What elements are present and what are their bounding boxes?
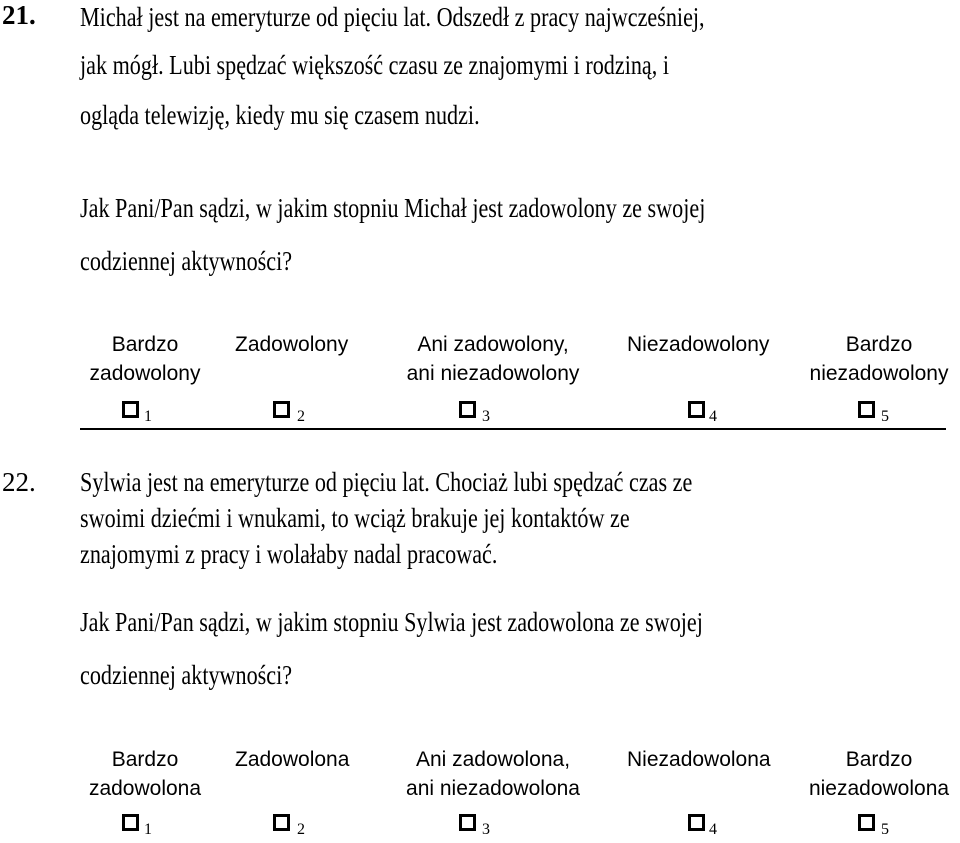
q22-checkbox-2-value: 2	[297, 821, 305, 838]
q21-checkbox-3[interactable]	[459, 401, 476, 418]
q22-checkbox-5-value: 5	[881, 821, 889, 838]
q21-checkbox-1-value: 1	[144, 408, 152, 425]
q21-checkbox-5-value: 5	[881, 408, 889, 425]
q21-option-1-label: Bardzo zadowolony	[89, 333, 201, 385]
question-21-story-line-3: ogląda telewizję, kiedy mu się czasem nudzi.	[80, 100, 480, 130]
q21-checkbox-5[interactable]	[858, 401, 875, 418]
q22-checkbox-3-value: 3	[482, 821, 490, 838]
question-22-prompt-line-1: Jak Pani/Pan sądzi, w jakim stopniu Sylwia jest zadowolona ze swojej	[80, 607, 703, 637]
q22-checkbox-1[interactable]	[122, 814, 139, 831]
q21-checkbox-3-value: 3	[482, 408, 490, 425]
question-21-prompt-line-1: Jak Pani/Pan sądzi, w jakim stopniu Michał jest zadowolony ze swojej	[80, 193, 706, 223]
q22-option-2-label: Zadowolona	[235, 748, 350, 771]
q22-checkbox-2[interactable]	[273, 814, 290, 831]
q21-option-5-label: Bardzo niezadowolony	[809, 333, 949, 385]
q22-checkbox-1-value: 1	[144, 821, 152, 838]
q22-checkbox-5[interactable]	[858, 814, 875, 831]
q21-option-3-label: Ani zadowolony, ani niezadowolony	[406, 333, 580, 385]
q22-option-3-label: Ani zadowolona, ani niezadowolona	[406, 748, 580, 800]
question-21-story-line-2: jak mógł. Lubi spędzać większość czasu ze znajomymi i rodziną, i	[80, 50, 669, 80]
q22-checkbox-3[interactable]	[459, 814, 476, 831]
q21-checkbox-4[interactable]	[688, 401, 705, 418]
q21-checkbox-2[interactable]	[273, 401, 290, 418]
q21-checkbox-1[interactable]	[122, 401, 139, 418]
question-22-number: 22.	[2, 467, 36, 497]
q22-option-4-label: Niezadowolona	[627, 748, 771, 771]
q21-option-2-label: Zadowolony	[235, 333, 349, 356]
question-22-story-line-1: Sylwia jest na emeryturze od pięciu lat. Chociaż lubi spędzać czas ze	[80, 467, 693, 497]
q21-option-4-label: Niezadowolony	[627, 333, 770, 356]
question-21-number: 21.	[2, 0, 36, 30]
q22-option-5-label: Bardzo niezadowolona	[808, 748, 950, 800]
question-21-story-line-1: Michał jest na emeryturze od pięciu lat. Odszedł z pracy najwcześniej,	[80, 2, 705, 32]
q21-checkbox-4-value: 4	[709, 408, 717, 425]
question-21-prompt-line-2: codziennej aktywności?	[80, 246, 293, 276]
q21-checkbox-2-value: 2	[297, 408, 305, 425]
question-22-prompt-line-2: codziennej aktywności?	[80, 660, 293, 690]
q22-checkbox-4-value: 4	[709, 821, 717, 838]
q22-option-1-label: Bardzo zadowolona	[88, 748, 202, 800]
q21-divider	[80, 428, 946, 430]
question-22-story-line-2: swoimi dziećmi i wnukami, to wciąż brakuje jej kontaktów ze	[80, 503, 630, 533]
question-22-story-line-3: znajomymi z pracy i wolałaby nadal pracować.	[80, 539, 498, 569]
q22-checkbox-4[interactable]	[688, 814, 705, 831]
